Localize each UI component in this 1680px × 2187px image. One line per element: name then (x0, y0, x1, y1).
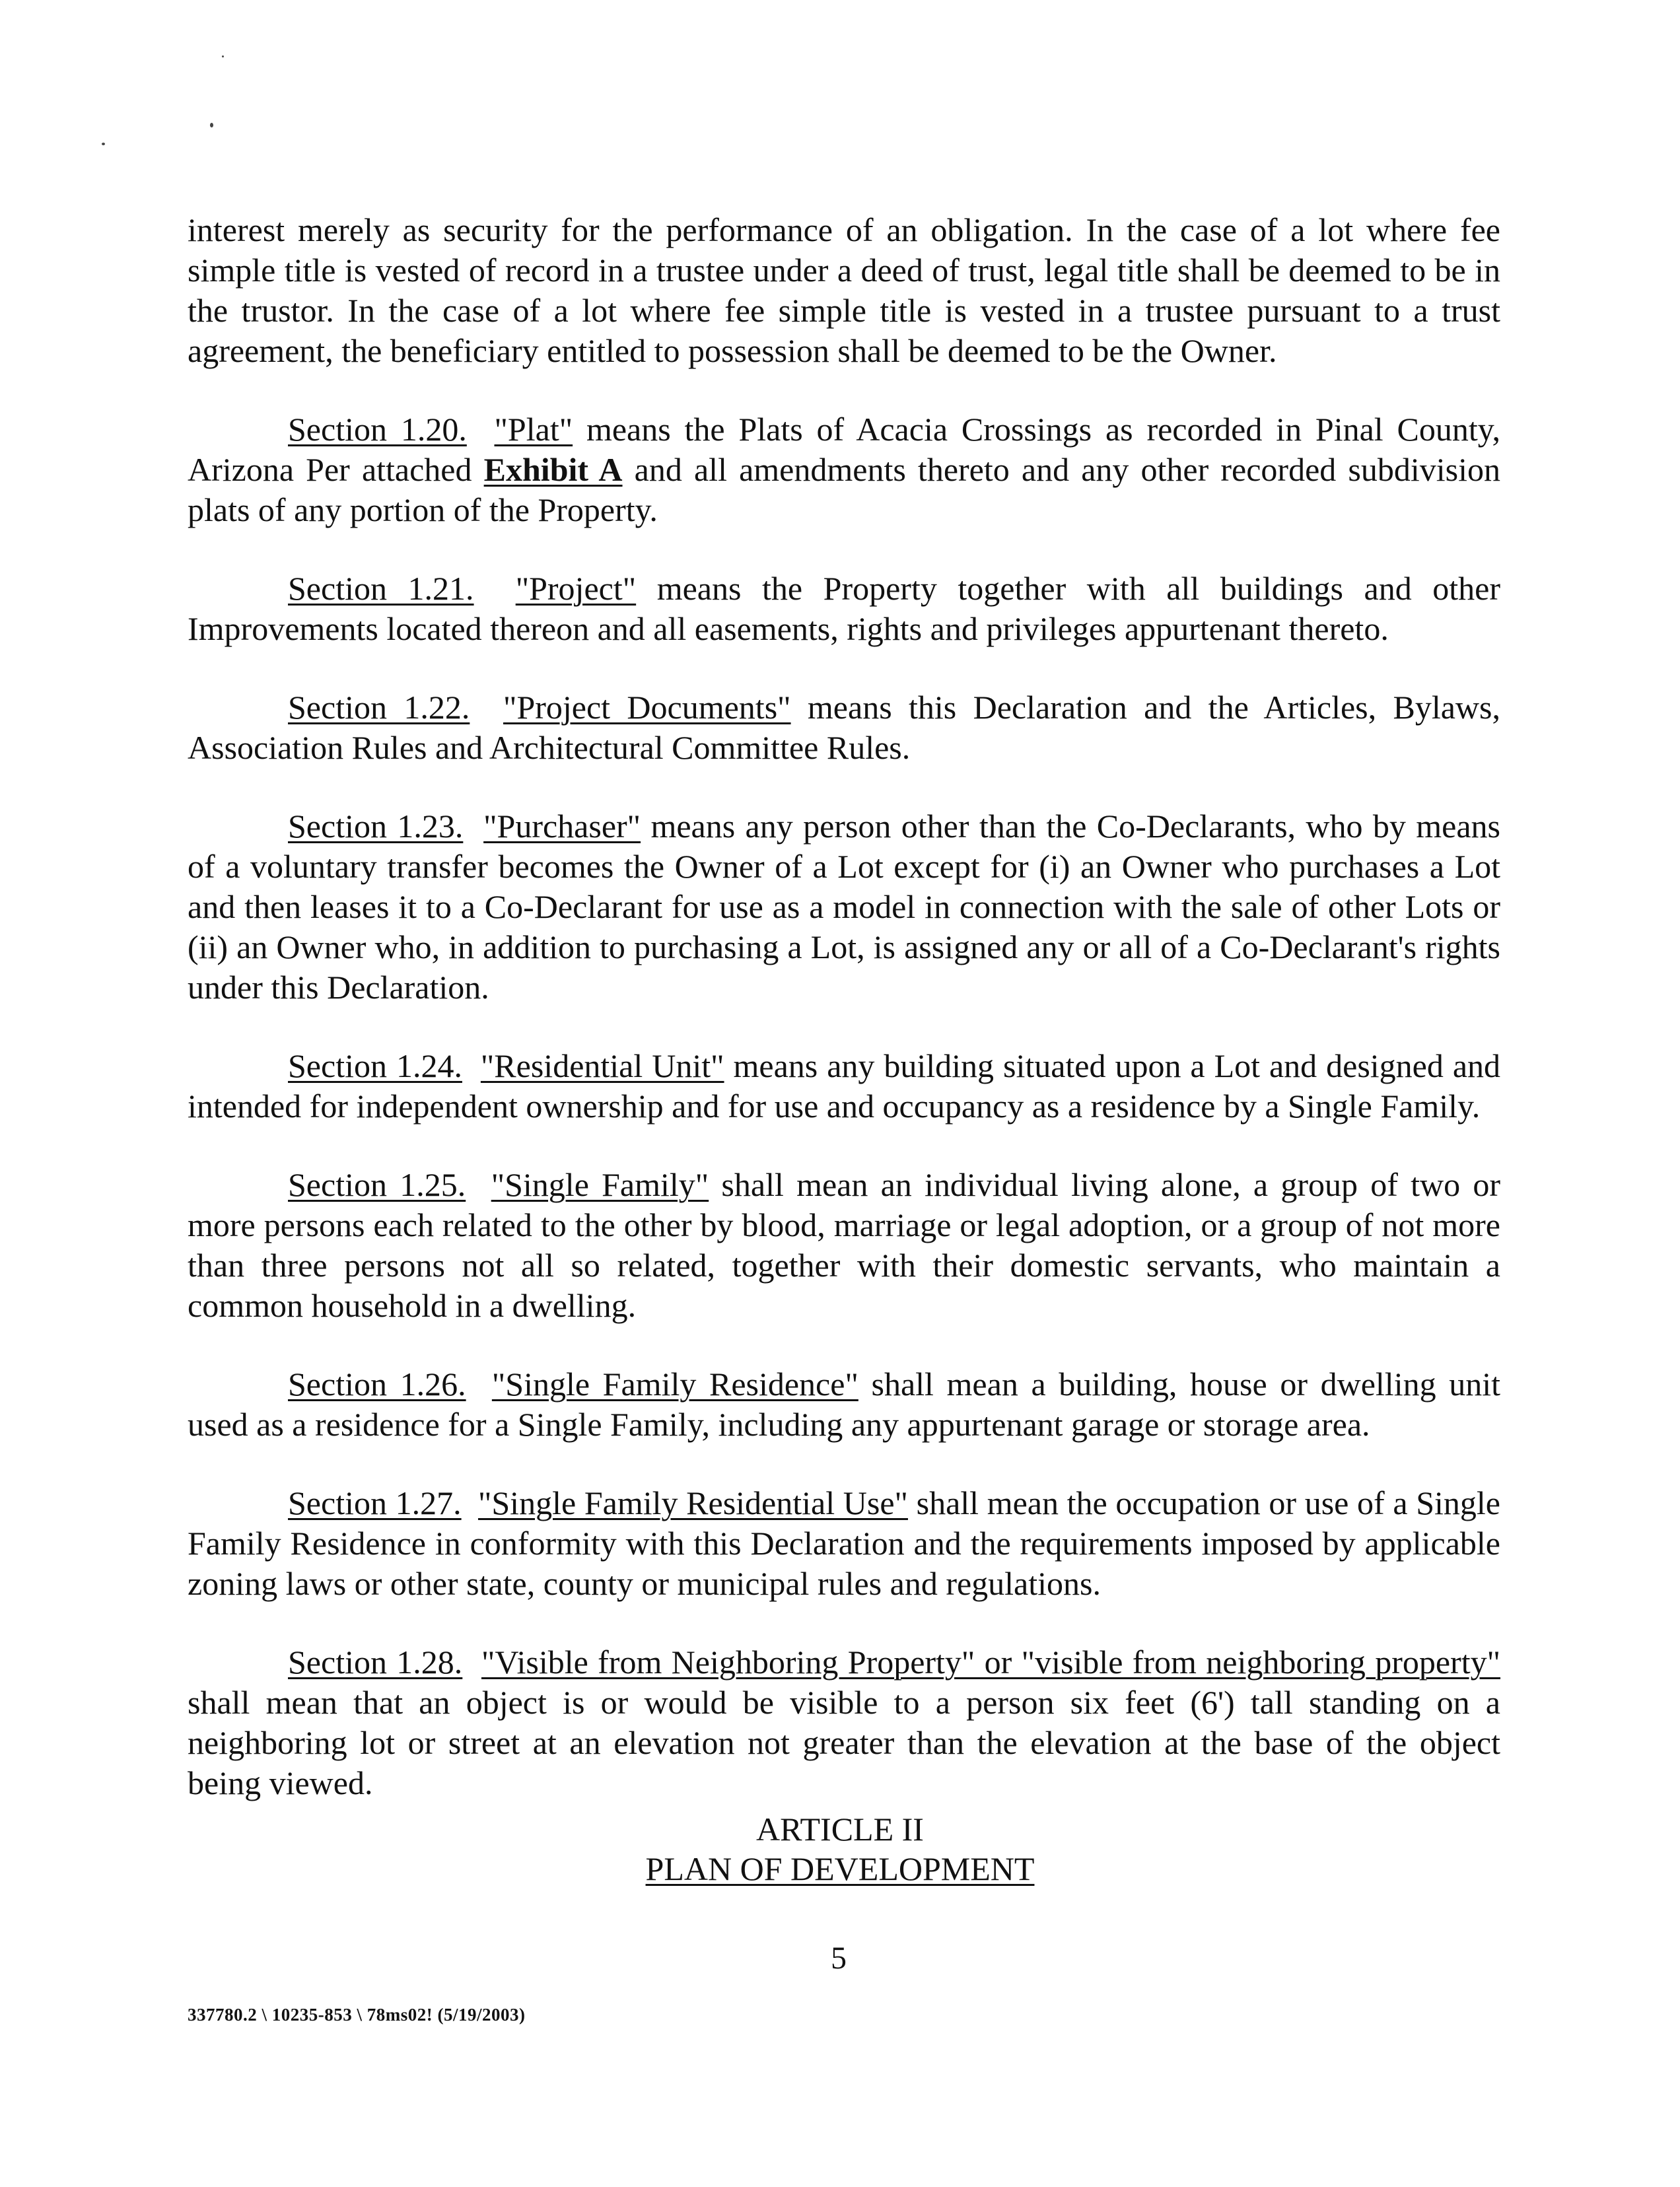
section-text: shall mean a building, house or dwelling unit used as a residence for a Single Family, including any appurtenant garage or storage area. (188, 1366, 1500, 1443)
section-label: Section 1.23. (288, 808, 464, 845)
intro-paragraph: interest merely as security for the performance of an obligation. In the case of a lot where fee simple title is vested of record in a trustee under a deed of trust, legal title shall be deemed to be in the trustor. In the case of a lot where fee simple title is vested in a trustee pursuant to a trust agreement, the beneficiary entitled to possession shall be deemed to be the Owner. (188, 211, 1500, 369)
section-label: Section 1.26. (288, 1366, 466, 1403)
section-text: shall mean an individual living alone, a group of two or more persons each related to the other by blood, marriage or legal adoption, or a group of not more than three persons not all so related, together with their domestic servants, who maintain a common household in a dwelling. (188, 1166, 1501, 1324)
article-heading (0, 1809, 1680, 1889)
defined-term: "Purchaser" (483, 808, 641, 845)
section-1-28 (188, 1642, 1500, 1803)
defined-term: "Project Documents" (503, 689, 791, 726)
document-reference: 337780.2 \ 10235-853 \ 78ms02! (5/19/2003) (188, 2005, 526, 2025)
section-text: means the Property together with all buildings and other Improvements located thereon and all easements, rights and privileges appurtenant thereto. (188, 570, 1500, 647)
section-text: means any person other than the Co-Declarants, who by means of a voluntary transfer becomes the Owner of a Lot except for (i) an Owner who purchases a Lot and then leases it to a Co-Declarant for use as a model in connection with the sale of other Lots or (ii) an Owner who, in addition to purchasing a Lot, is assigned any or all of a Co-Declarant's rights under this Declaration. (188, 808, 1501, 1006)
defined-term: "Single Family Residence" (491, 1366, 858, 1403)
section-1-24 (188, 1046, 1500, 1127)
scan-speck (210, 123, 213, 127)
section-text: means the Plats of Acacia Crossings as recorded in Pinal County, Arizona Per attached (188, 411, 1501, 488)
section-text: shall mean the occupation or use of a Single Family Residence in conformity with this Declaration and the requirements imposed by applicable zoning laws or other state, county or municipal rules and regulations. (188, 1484, 1500, 1602)
scan-speck (222, 55, 224, 57)
document-body (188, 210, 1500, 1842)
page-number: 5 (831, 1941, 847, 1976)
exhibit-reference: Exhibit A (483, 451, 623, 488)
section-label: Section 1.27. (288, 1484, 462, 1521)
section-label: Section 1.24. (288, 1047, 462, 1084)
defined-term: "Project" (515, 570, 637, 607)
section-1-26 (188, 1364, 1500, 1445)
section-label: Section 1.22. (288, 689, 470, 726)
section-text: means this Declaration and the Articles, Bylaws, Association Rules and Architectural Committee Rules. (188, 689, 1500, 766)
section-1-20 (188, 409, 1500, 530)
defined-term: "Single Family Residential Use" (477, 1484, 908, 1521)
section-label: Section 1.21. (288, 570, 474, 607)
section-text: and all amendments thereto and any other recorded subdivision plats of any portion of the Property. (188, 451, 1500, 528)
section-1-23 (188, 806, 1500, 1008)
section-1-27 (188, 1483, 1500, 1604)
defined-term: "Single Family" (491, 1166, 709, 1203)
section-label: Section 1.25. (288, 1166, 466, 1203)
section-1-22 (188, 687, 1500, 768)
article-number: ARTICLE II (756, 1811, 924, 1848)
defined-term: "Visible from Neighboring Property" or "visible from neighboring property" (481, 1644, 1501, 1681)
defined-term: "Residential Unit" (480, 1047, 724, 1084)
section-1-21 (188, 569, 1500, 649)
section-text: shall mean that an object is or would be visible to a person six feet (6') tall standing on a neighboring lot or street at an elevation not greater than the elevation at the base of the object being viewed. (188, 1684, 1500, 1801)
section-1-25 (188, 1165, 1500, 1326)
article-title: PLAN OF DEVELOPMENT (645, 1850, 1035, 1887)
section-label: Section 1.20. (288, 411, 467, 448)
defined-term: "Plat" (494, 411, 573, 448)
scan-speck (102, 143, 105, 145)
section-text: means any building situated upon a Lot and designed and intended for independent ownership and for use and occupancy as a residence by a Single Family. (188, 1047, 1501, 1125)
section-label: Section 1.28. (288, 1644, 463, 1681)
